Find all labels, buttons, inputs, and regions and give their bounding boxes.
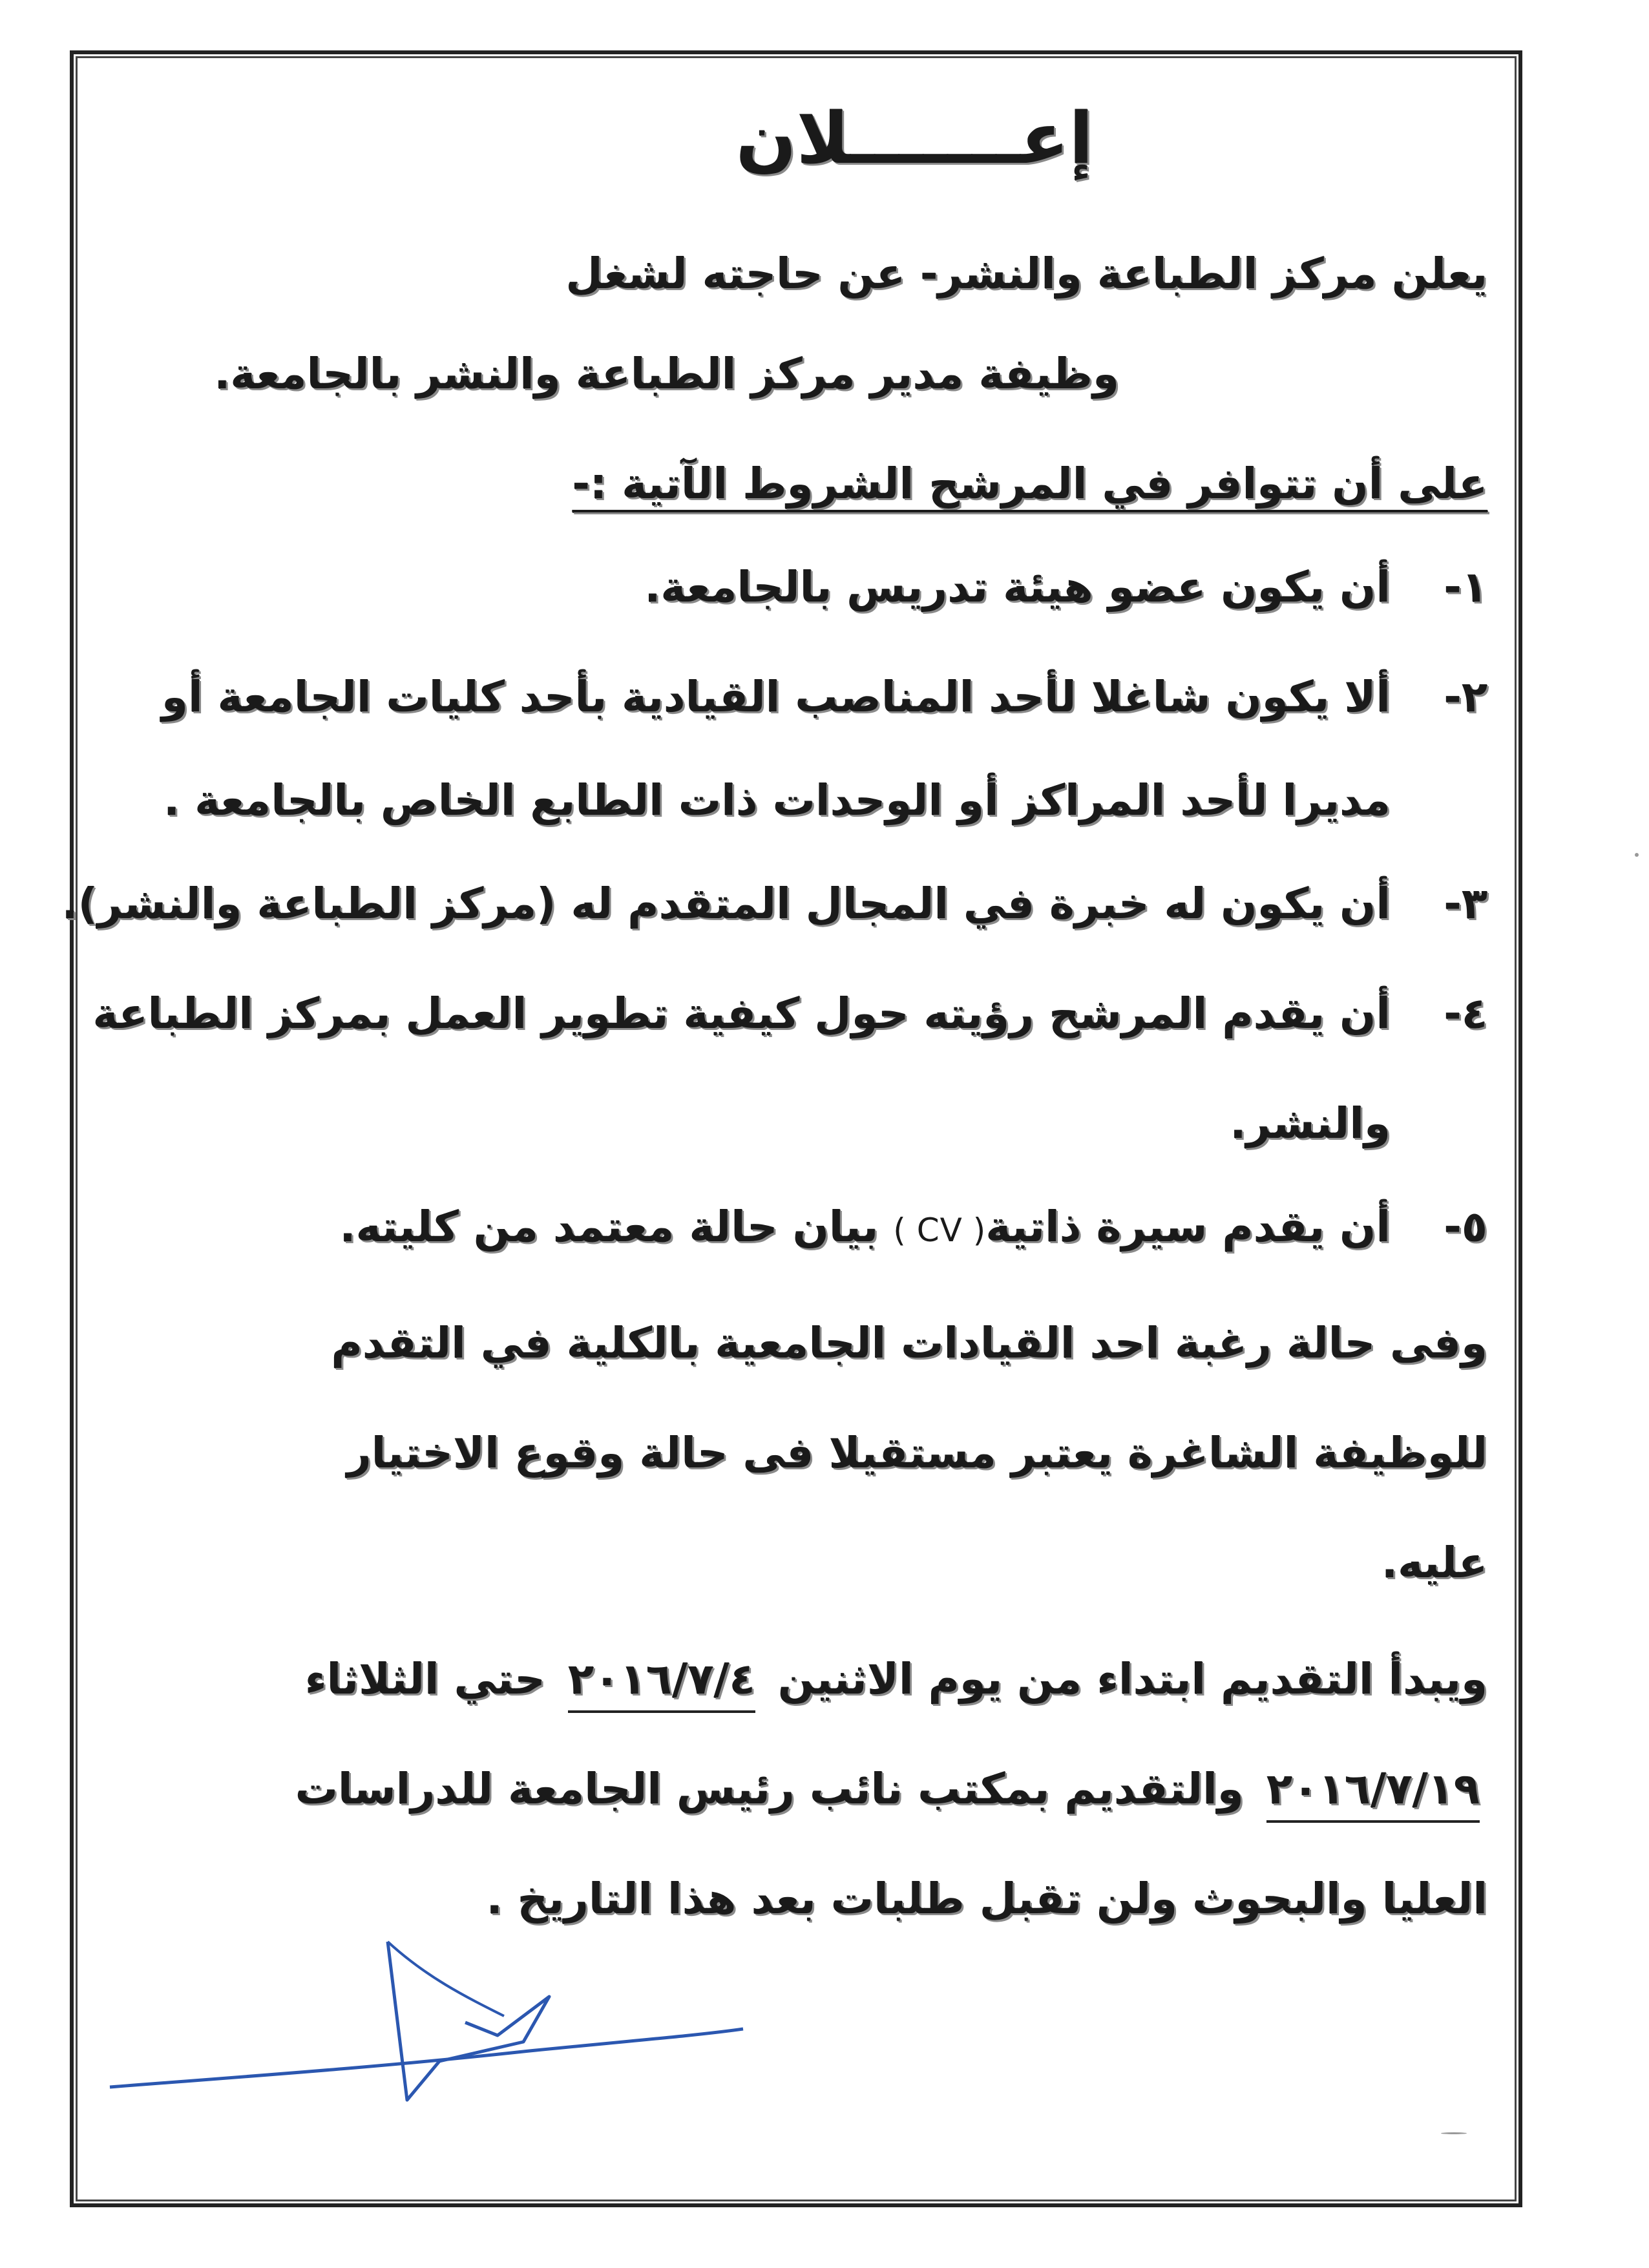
announcement-title: إعـــــــلان <box>735 97 1093 180</box>
condition-text: أن يكون عضو هيئة تدريس بالجامعة. <box>644 562 1391 612</box>
intro-line-2: وظيفة مدير مركز الطباعة والنشر بالجامعة. <box>214 349 1119 399</box>
conditions-heading: على أن تتوافر في المرشح الشروط الآتية :- <box>572 459 1487 509</box>
condition-text-after: بيان حالة معتمد من كليته. <box>339 1202 879 1252</box>
condition-item-4-continued: والنشر. <box>1230 1098 1391 1148</box>
dates-line-2-text: والتقديم بمكتب نائب رئيس الجامعة للدراسات <box>295 1764 1244 1814</box>
dates-text-before: ويبدأ التقديم ابتداء من يوم الاثنين <box>777 1654 1487 1704</box>
signature <box>103 1938 750 2132</box>
dates-line-3: العليا والبحوث ولن تقبل طلبات بعد هذا التاريخ . <box>486 1874 1487 1924</box>
dates-line-1 <box>305 1654 1487 1713</box>
cv-label: ( CV ) <box>893 1212 986 1249</box>
condition-item-4 <box>92 989 1487 1038</box>
note-line-1: وفى حالة رغبة احد القيادات الجامعية بالكلية في التقدم <box>331 1318 1487 1368</box>
note-line-2: للوظيفة الشاغرة يعتبر مستقيلا فى حالة وقوع الاختيار <box>346 1428 1487 1478</box>
condition-number: ٣- <box>1444 879 1487 929</box>
condition-item-5 <box>339 1202 1487 1252</box>
condition-number: ٥- <box>1444 1202 1487 1252</box>
intro-line-1: يعلن مركز الطباعة والنشر- عن حاجته لشغل <box>565 249 1487 299</box>
start-date: ٢٠١٦/٧/٤ <box>568 1654 755 1713</box>
dates-line-2 <box>295 1764 1487 1823</box>
dates-text-after: حتي الثلاثاء <box>304 1654 545 1704</box>
scan-speck <box>1441 2132 1467 2134</box>
condition-text: أن يقدم المرشح رؤيته حول كيفية تطوير العمل بمركز الطباعة <box>92 989 1391 1038</box>
condition-number: ٢- <box>1444 672 1487 722</box>
scan-speck <box>1635 853 1639 857</box>
condition-text: أن يكون له خبرة في المجال المتقدم له (مركز الطباعة والنشر). <box>61 879 1391 929</box>
end-date: ٢٠١٦/٧/١٩ <box>1266 1764 1480 1823</box>
condition-number: ٤- <box>1444 989 1487 1038</box>
condition-number: ١- <box>1444 562 1487 612</box>
condition-text: ألا يكون شاغلا لأحد المناصب القيادية بأحد كليات الجامعة أو <box>161 672 1391 722</box>
condition-item-1 <box>644 562 1487 612</box>
condition-text: أن يقدم سيرة ذاتية <box>985 1202 1391 1252</box>
condition-item-3 <box>62 879 1487 929</box>
condition-item-2-continued: مديرا لأحد المراكز أو الوحدات ذات الطابع الخاص بالجامعة . <box>163 775 1391 825</box>
condition-item-2 <box>162 672 1487 722</box>
note-line-3: عليه. <box>1381 1538 1487 1588</box>
